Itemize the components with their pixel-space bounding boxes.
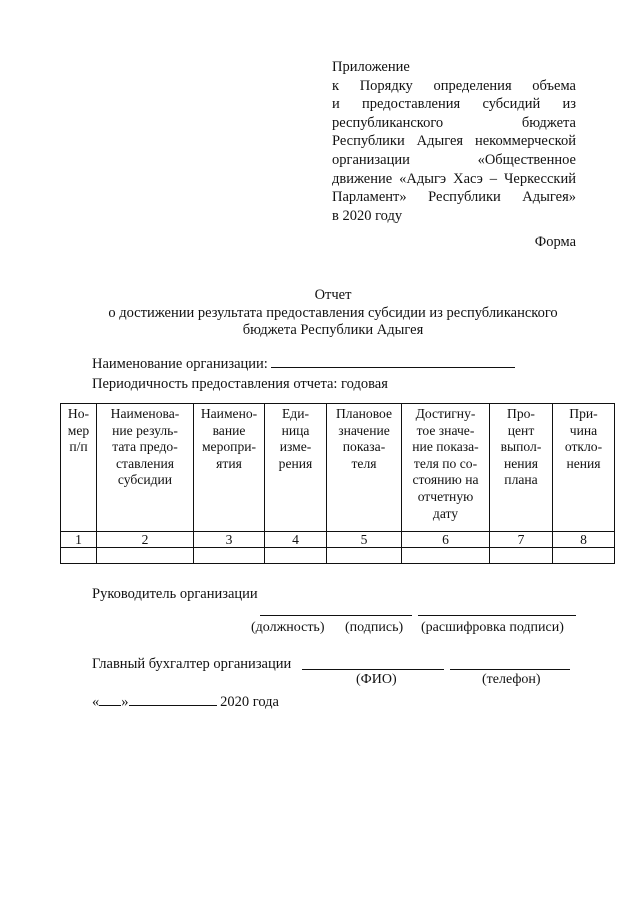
appendix-line-4 — [332, 114, 576, 133]
column-number: 1 — [61, 532, 97, 548]
header-cell: Наимено- вание меропри- ятия — [194, 404, 265, 532]
appendix-block — [332, 58, 576, 225]
org-name-label: Наименование организации: — [92, 356, 268, 372]
appendix-word: некоммерческой — [474, 133, 576, 150]
position-line[interactable] — [260, 615, 412, 616]
header-cell: Но- мер п/п — [61, 404, 97, 532]
appendix-word: движение — [332, 170, 393, 187]
table-cell[interactable] — [327, 548, 402, 564]
table-cell[interactable] — [402, 548, 490, 564]
header-cell: Еди- ница изме- рения — [265, 404, 327, 532]
title-line-3: бюджета Республики Адыгея — [242, 322, 424, 338]
table-row — [61, 548, 615, 564]
header-cell: Наименова- ние резуль- тата предо- ставления субсидии — [97, 404, 194, 532]
date-year: 2020 года — [220, 694, 279, 710]
day-input-line[interactable] — [99, 692, 121, 706]
column-number: 2 — [97, 532, 194, 548]
month-input-line[interactable] — [129, 692, 217, 706]
table-cell[interactable] — [97, 548, 194, 564]
table-cell[interactable] — [265, 548, 327, 564]
accountant-label: Главный бухгалтер организации — [92, 656, 292, 672]
title-line-1: Отчет — [314, 287, 352, 303]
periodicity-text: Периодичность предоставления отчета: годовая — [92, 375, 388, 392]
appendix-word: Порядку — [359, 77, 413, 94]
appendix-word: республиканского — [332, 114, 444, 131]
appendix-word: к — [332, 77, 340, 94]
appendix-line-2 — [332, 77, 576, 96]
fio-line[interactable] — [302, 669, 444, 670]
appendix-word: объема — [532, 77, 576, 94]
title-line-2: о достижении результата предоставления субсидии из республиканского — [108, 304, 558, 321]
date-close-quote: » — [121, 694, 129, 710]
appendix-word: Республики — [332, 133, 405, 150]
table-cell[interactable] — [490, 548, 553, 564]
column-number: 7 — [490, 532, 553, 548]
position-caption: (должность) — [251, 620, 325, 635]
appendix-word: «Общественное — [477, 151, 576, 168]
decode-caption: (расшифровка подписи) — [421, 620, 564, 635]
appendix-word: Парламент» — [332, 189, 407, 206]
header-cell: Про- цент выпол- нения плана — [490, 404, 553, 532]
date-open-quote: « — [92, 694, 100, 710]
appendix-word: Республики — [428, 189, 501, 206]
column-number-row — [61, 532, 615, 548]
appendix-word: Адыгея» — [522, 189, 576, 206]
appendix-word: Хасэ — [453, 170, 483, 187]
appendix-line-3 — [332, 95, 576, 114]
header-cell: При- чина откло- нения — [553, 404, 615, 532]
table-cell[interactable] — [194, 548, 265, 564]
appendix-word: Адыгея — [416, 133, 464, 150]
phone-caption: (телефон) — [482, 672, 541, 687]
appendix-line-7 — [332, 170, 576, 189]
column-number: 6 — [402, 532, 490, 548]
header-cell: Достигну- тое значе- ние показа- теля по со- стоянию на отчетную дату — [402, 404, 490, 532]
column-number: 5 — [327, 532, 402, 548]
appendix-word: из — [562, 96, 576, 113]
org-name-row — [92, 354, 515, 375]
appendix-word: организации — [332, 151, 410, 168]
report-fields — [92, 354, 515, 394]
header-cell: Плановое значение показа- теля — [327, 404, 402, 532]
appendix-word: – — [489, 170, 498, 187]
column-number: 3 — [194, 532, 265, 548]
phone-line[interactable] — [450, 669, 570, 670]
report-title — [80, 287, 586, 340]
appendix-word: Черкесский — [503, 170, 576, 187]
appendix-line-8 — [332, 188, 576, 207]
column-number: 4 — [265, 532, 327, 548]
fio-caption: (ФИО) — [356, 672, 397, 687]
appendix-word: «Адыгэ — [399, 170, 447, 187]
report-table — [60, 403, 615, 564]
appendix-word: субсидий — [482, 96, 541, 113]
appendix-word: предоставления — [362, 96, 461, 113]
sign-caption: (подпись) — [345, 620, 404, 635]
date-row — [92, 692, 279, 711]
appendix-line-1: Приложение — [332, 59, 410, 75]
table-cell[interactable] — [61, 548, 97, 564]
appendix-line-6 — [332, 151, 576, 170]
column-number: 8 — [553, 532, 615, 548]
appendix-line-5 — [332, 132, 576, 151]
table-header-row — [61, 404, 615, 532]
signature-line[interactable] — [418, 615, 576, 616]
form-label: Форма — [534, 234, 576, 250]
appendix-line-9: в 2020 году — [332, 207, 403, 224]
head-label: Руководитель организации — [92, 586, 258, 602]
appendix-word: определения — [433, 77, 512, 94]
org-name-input-line[interactable] — [271, 354, 515, 368]
appendix-word: бюджета — [521, 114, 576, 131]
table-cell[interactable] — [553, 548, 615, 564]
appendix-word: и — [332, 96, 340, 113]
